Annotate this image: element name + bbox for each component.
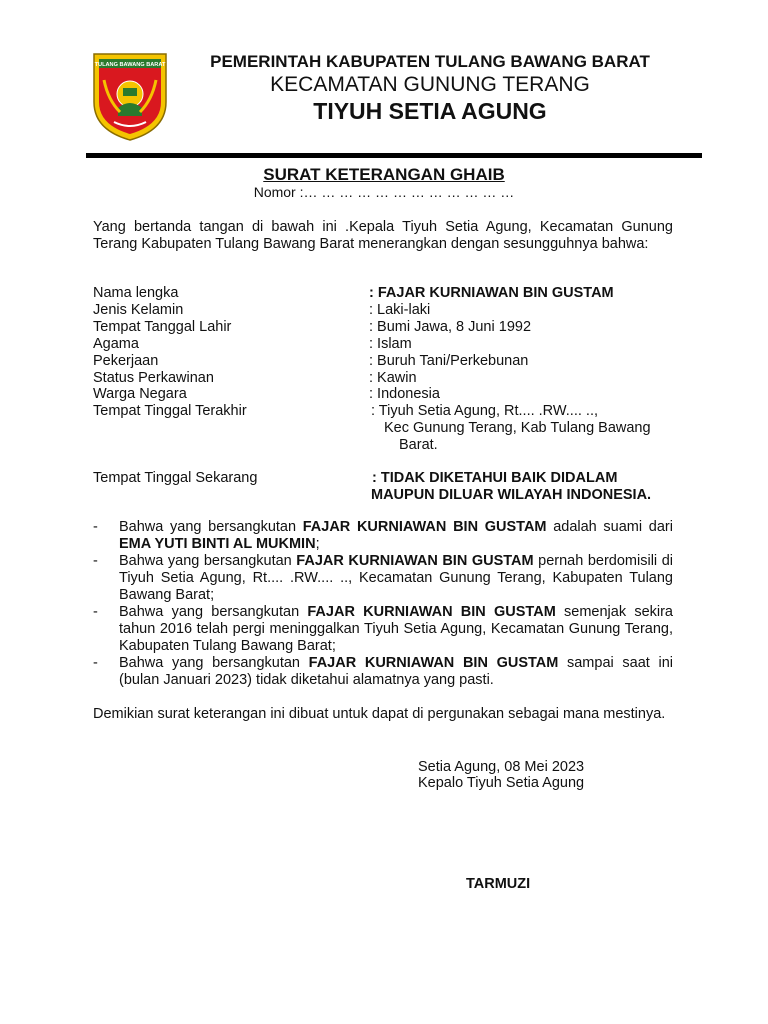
field-value: : Bumi Jawa, 8 Juni 1992: [369, 319, 532, 335]
field-value: : Kawin: [369, 370, 417, 386]
signature-place-date: Setia Agung, 08 Mei 2023: [418, 759, 585, 775]
field-label: Warga Negara: [93, 386, 187, 402]
field-label: Tempat Tinggal Terakhir: [93, 403, 247, 419]
field-value: Barat.: [399, 437, 438, 453]
field-label: Agama: [93, 336, 139, 352]
field-value: : Laki-laki: [369, 302, 431, 318]
header-district: KECAMATAN GUNUNG TERANG: [270, 73, 590, 96]
signatory-name: TARMUZI: [466, 876, 531, 892]
field-value: : Tiyuh Setia Agung, Rt.... .RW.... ..,: [371, 403, 599, 419]
header-government: PEMERINTAH KABUPATEN TULANG BAWANG BARAT: [210, 52, 650, 71]
list-item: - Bahwa yang bersangkutan FAJAR KURNIAWAN BIN GUSTAM pernah berdomisili di Tiyuh Setia Agung, Rt.... .RW.... .., Kecamatan Gunung Terang, Kabupaten Tulang Bawang Barat;: [93, 553, 673, 603]
header-village: TIYUH SETIA AGUNG: [313, 98, 547, 124]
field-label: Status Perkawinan: [93, 370, 214, 386]
list-item: - Bahwa yang bersangkutan FAJAR KURNIAWAN BIN GUSTAM adalah suami dari EMA YUTI BINTI AL MUKMIN;: [93, 519, 673, 552]
field-label: Nama lengka: [93, 285, 179, 301]
document-number: Nomor :… … … … … … … … … … … …: [253, 184, 515, 200]
field-value: : Indonesia: [369, 386, 440, 402]
list-item: - Bahwa yang bersangkutan FAJAR KURNIAWAN BIN GUSTAM semenjak sekira tahun 2016 telah pergi meninggalkan Tiyuh Setia Agung, Kecamatan Gunung Terang, Kabupaten Tulang Bawang Barat;: [93, 604, 673, 654]
header-divider: [86, 153, 702, 158]
regency-logo: [90, 50, 170, 142]
field-label: Tempat Tinggal Sekarang: [93, 470, 258, 486]
field-value: : Buruh Tani/Perkebunan: [369, 353, 529, 369]
field-label: Pekerjaan: [93, 353, 159, 369]
field-value: MAUPUN DILUAR WILAYAH INDONESIA.: [371, 487, 652, 503]
intro-paragraph: Yang bertanda tangan di bawah ini .Kepala Tiyuh Setia Agung, Kecamatan Gunung Terang Kabupaten Tulang Bawang Barat menerangkan dengan sesungguhnya bahwa:: [93, 219, 673, 252]
document-title: SURAT KETERANGAN GHAIB: [263, 165, 505, 184]
field-value: : TIDAK DIKETAHUI BAIK DIDALAM: [372, 470, 618, 486]
svg-text:TULANG BAWANG BARAT: TULANG BAWANG BARAT: [94, 62, 166, 68]
field-label: Tempat Tanggal Lahir: [93, 319, 232, 335]
field-label: Jenis Kelamin: [93, 302, 184, 318]
field-value: : FAJAR KURNIAWAN BIN GUSTAM: [369, 285, 614, 301]
closing-paragraph: Demikian surat keterangan ini dibuat untuk dapat di pergunakan sebagai mana mestinya.: [93, 706, 666, 722]
list-item: - Bahwa yang bersangkutan FAJAR KURNIAWAN BIN GUSTAM sampai saat ini (bulan Januari 2023) tidak diketahui alamatnya yang pasti.: [93, 655, 673, 688]
signature-position: Kepalo Tiyuh Setia Agung: [418, 775, 585, 791]
field-value: Kec Gunung Terang, Kab Tulang Bawang: [384, 420, 651, 436]
field-value: : Islam: [369, 336, 412, 352]
